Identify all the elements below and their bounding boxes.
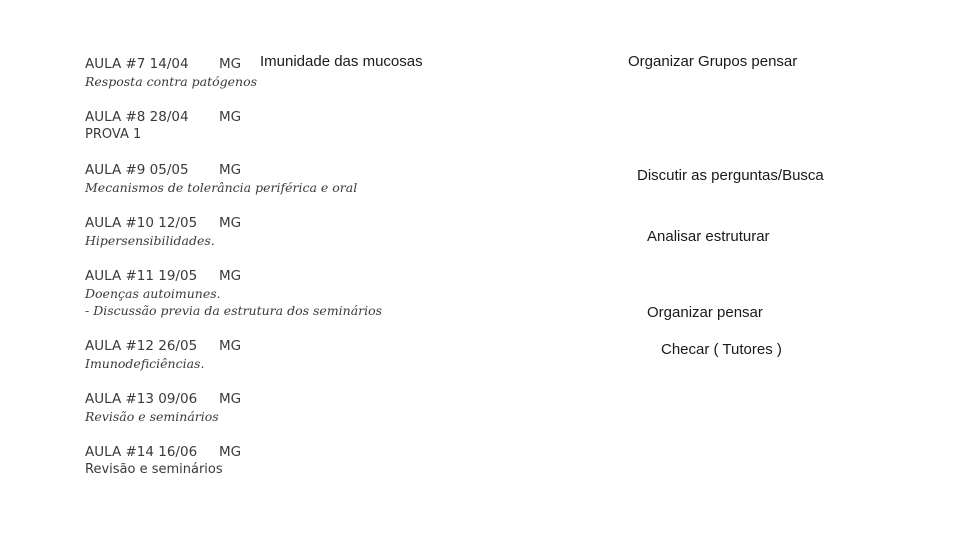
lesson-topic: Mecanismos de tolerância periférica e oral — [85, 180, 358, 195]
lesson-heading: AULA #13 09/06 — [85, 391, 198, 407]
lesson-heading: AULA #7 14/04 — [85, 56, 189, 72]
lesson-topic: Revisão e seminários — [85, 462, 223, 477]
note-organizar: Organizar pensar — [647, 304, 763, 321]
lesson-topic-extra: - Discussão previa da estrutura dos seminários — [85, 303, 383, 318]
lesson-topic: Revisão e seminários — [85, 409, 219, 424]
lesson-tag: MG — [219, 268, 242, 284]
lesson-9 — [85, 162, 357, 196]
lesson-heading: AULA #12 26/05 — [85, 338, 198, 354]
lesson-tag: MG — [219, 56, 242, 72]
lesson-13 — [85, 391, 242, 425]
lesson-heading: AULA #8 28/04 — [85, 109, 189, 125]
lesson-tag: MG — [219, 215, 242, 231]
lesson-tag: MG — [219, 109, 242, 125]
lesson-topic: Resposta contra patógenos — [85, 74, 258, 89]
lesson-7 — [85, 56, 257, 90]
lesson-heading: AULA #9 05/05 — [85, 162, 189, 178]
lesson-11 — [85, 268, 382, 319]
lesson-tag: MG — [219, 444, 242, 460]
lesson-12 — [85, 338, 242, 372]
lesson-10 — [85, 215, 242, 249]
lesson-heading: AULA #10 12/05 — [85, 215, 198, 231]
lesson-topic: Doenças autoimunes. — [85, 286, 221, 301]
note-analisar: Analisar estruturar — [647, 228, 770, 245]
note-organizar-grupos: Organizar Grupos pensar — [628, 53, 798, 70]
lesson-topic: PROVA 1 — [85, 127, 142, 142]
lesson-14 — [85, 444, 242, 478]
lesson-heading: AULA #11 19/05 — [85, 268, 198, 284]
lesson-topic: Imunodeficiências. — [85, 356, 205, 371]
note-discutir: Discutir as perguntas/Busca — [637, 167, 824, 184]
lesson-topic: Hipersensibilidades. — [85, 233, 215, 248]
lesson-8 — [85, 109, 242, 143]
note-topic: Imunidade das mucosas — [260, 53, 423, 70]
lesson-heading: AULA #14 16/06 — [85, 444, 198, 460]
note-checar: Checar ( Tutores ) — [661, 341, 782, 358]
lesson-tag: MG — [219, 338, 242, 354]
lesson-tag: MG — [219, 162, 242, 178]
lesson-tag: MG — [219, 391, 242, 407]
